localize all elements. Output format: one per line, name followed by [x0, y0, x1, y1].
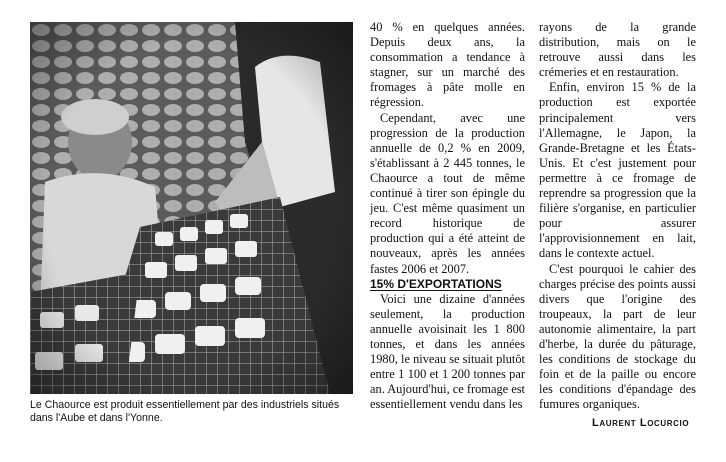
paragraph: rayons de la grande distribution, mais on le retrouve aussi dans les crémeries et en restauration. — [539, 20, 696, 80]
subheading: 15% D'EXPORTATIONS — [370, 276, 502, 291]
paragraph: C'est pourquoi le cahier des charges précise des points aussi divers que l'origine des troupeaux, la part de leur autonomie alimentaire, la part d'herbe, la durée du pâturage, les conditions de stockage du foin et de la paille ou encore les conditions d'épandage des fumures organiques. — [539, 261, 696, 412]
paragraph: Voici une dizaine d'années seulement, la production annuelle avoisinait les 1 800 tonnes, et dans les années 1980, le niveau se situait plutôt entre 1 100 et 1 200 tonnes par an. Aujourd'hui, ce fromage est essentiellement vendu dans les — [370, 291, 526, 412]
photo-caption: Le Chaource est produit essentiellement par des industriels situés dans l'Aube et dans l'Yonne. — [30, 399, 340, 424]
paragraph: Cependant, avec une progression de la production annuelle de 0,2 % en 2009, s'établissant à 2 445 tonnes, le Chaource a tout de même continué à tirer son épingle du jeu. C'est même quasiment un record historique de production qui a été atteint de nouveaux, après les années fastes 2006 et 2007. — [370, 110, 525, 276]
article-column-1 — [370, 20, 525, 412]
paragraph: Enfin, environ 15 % de la production est exportée principalement vers l'Allemagne, le Japon, la Grande-Bretagne et les États-Unis. Et c'est justement pour permettre à ce fromage de reprendre sa progression que la filière s'organise, en particulier pour assurer l'approvisionnement en lait, dans le contexte actuel. — [539, 80, 696, 261]
author-byline: Laurent Locurcio — [592, 417, 690, 429]
cheese-factory-photo — [30, 22, 353, 394]
paragraph: 40 % en quelques années. Depuis deux ans, la consommation a tendance à stagner, sur un marché des fromages à pâte molle en régression. — [370, 20, 525, 110]
article-column-2 — [539, 20, 696, 412]
photo-illustration — [30, 22, 353, 394]
